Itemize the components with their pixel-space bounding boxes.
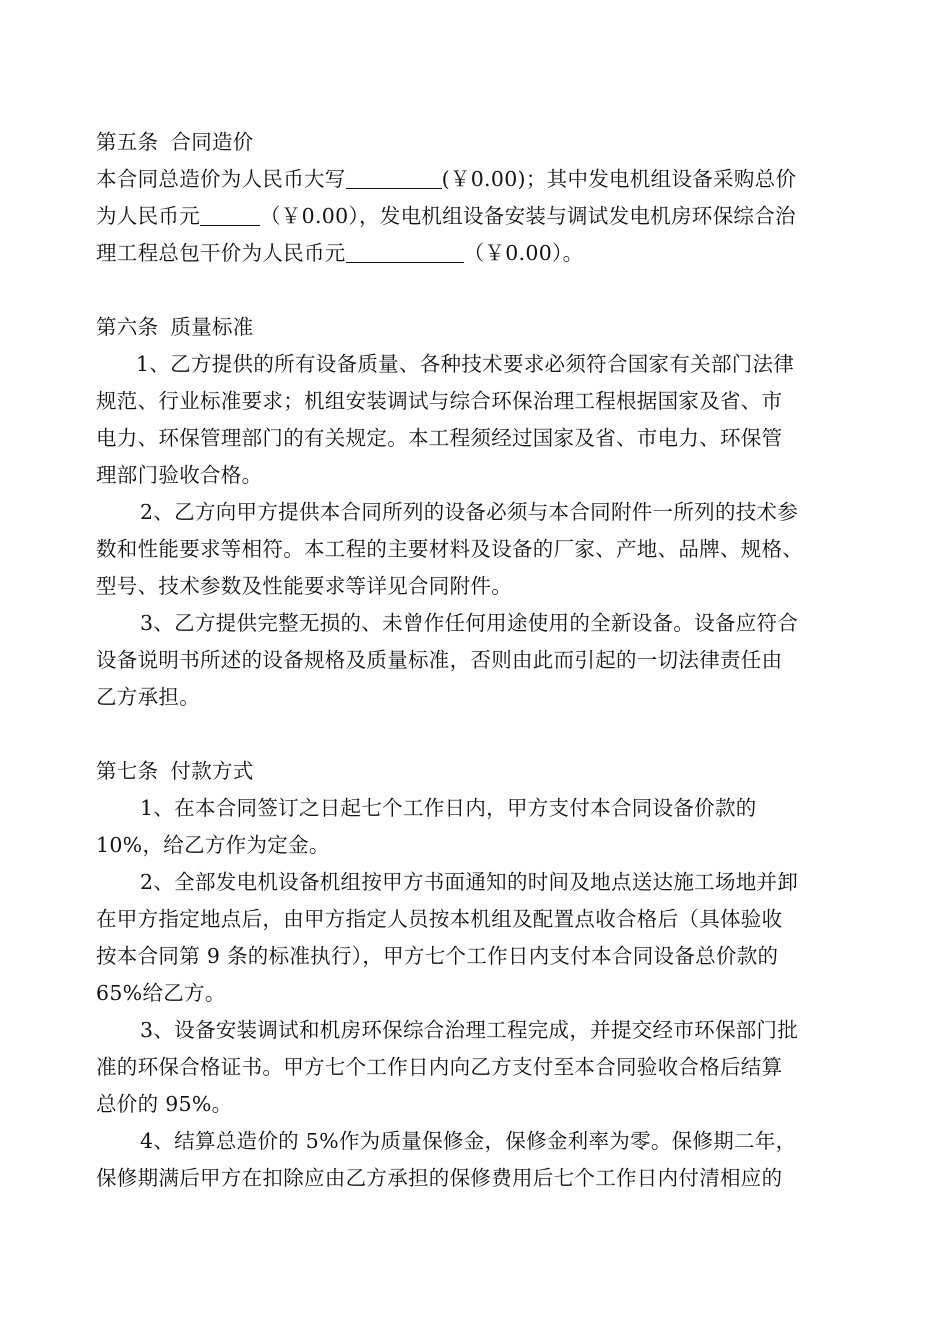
contract-page: [96, 124, 866, 1197]
article-7-paragraph-line: 准的环保合格证书。甲方七个工作日内向乙方支付至本合同验收合格后结算: [96, 1055, 783, 1079]
blank-total-uppercase: [346, 166, 442, 189]
article-7-paragraph-line: 2、全部发电机设备机组按甲方书面通知的时间及地点送达施工场地并卸: [140, 870, 799, 894]
article-6-paragraph-line: 3、乙方提供完整无损的、未曾作任何用途使用的全新设备。设备应符合: [140, 611, 799, 635]
article-7-heading: [96, 753, 866, 790]
article-5-heading: [96, 124, 866, 161]
spacer: [96, 716, 866, 753]
article-5-number: 第五条: [96, 130, 159, 154]
article-7-paragraph-line: 3、设备安装调试和机房环保综合治理工程完成，并提交经市环保部门批: [140, 1018, 799, 1042]
article-6-paragraph-line: 2、乙方向甲方提供本合同所列的设备必须与本合同附件一所列的技术参: [140, 500, 799, 524]
article-5-text: (￥0.00)；其中发电机组设备采购总价: [441, 167, 797, 191]
article-6-number: 第六条: [96, 315, 159, 339]
article-7-paragraph-line: 总价的 95%。: [96, 1092, 233, 1116]
article-7-paragraph-line: 保修期满后甲方在扣除应由乙方承担的保修费用后七个工作日内付清相应的: [96, 1166, 783, 1190]
article-5-line-1: [96, 161, 866, 198]
article-7-paragraph-line: 65%给乙方。: [96, 981, 226, 1005]
article-6-paragraph-line: 设备说明书所述的设备规格及质量标准，否则由此而引起的一切法律责任由: [96, 648, 783, 672]
article-5-line-3: [96, 235, 866, 272]
article-7-paragraph-line: 1、在本合同签订之日起七个工作日内，甲方支付本合同设备价款的: [140, 796, 757, 820]
blank-equipment-price: [200, 203, 260, 226]
spacer: [96, 272, 866, 309]
article-6-title: 质量标准: [170, 315, 254, 339]
article-5-text: 本合同总造价为人民币大写: [96, 167, 346, 191]
article-5-text: 理工程总包干价为人民币元: [96, 241, 346, 265]
article-7-paragraph-line: 按本合同第 9 条的标准执行），甲方七个工作日内支付本合同设备总价款的: [96, 944, 779, 968]
article-5-text: （￥0.00）。: [463, 241, 584, 265]
article-5-line-2: [96, 198, 866, 235]
article-7-paragraph-line: 4、结算总造价的 5%作为质量保修金，保修金利率为零。保修期二年，: [140, 1129, 797, 1153]
blank-installation-price: [346, 240, 464, 263]
article-6-paragraph-line: 规范、行业标准要求；机组安装调试与综合环保治理工程根据国家及省、市: [96, 389, 783, 413]
article-6-paragraph-line: 乙方承担。: [96, 685, 200, 709]
article-6-paragraph-line: 1、乙方提供的所有设备质量、各种技术要求必须符合国家有关部门法律: [136, 352, 795, 376]
article-5-text: 为人民币元: [96, 204, 200, 228]
article-6-heading: [96, 309, 866, 346]
article-5-text: （￥0.00），发电机组设备安装与调试发电机房环保综合治: [260, 204, 796, 228]
article-7-number: 第七条: [96, 759, 159, 783]
article-7-title: 付款方式: [170, 759, 254, 783]
article-6-paragraph-line: 电力、环保管理部门的有关规定。本工程须经过国家及省、市电力、环保管: [96, 426, 783, 450]
article-6-paragraph-line: 型号、技术参数及性能要求等详见合同附件。: [96, 574, 512, 598]
article-6-paragraph-line: 理部门验收合格。: [96, 463, 263, 487]
article-5-title: 合同造价: [170, 130, 254, 154]
article-6-paragraph-line: 数和性能要求等相符。本工程的主要材料及设备的厂家、产地、品牌、规格、: [96, 537, 804, 561]
article-7-paragraph-line: 10%，给乙方作为定金。: [96, 833, 330, 857]
article-7-paragraph-line: 在甲方指定地点后，由甲方指定人员按本机组及配置点收合格后（具体验收: [96, 907, 783, 931]
